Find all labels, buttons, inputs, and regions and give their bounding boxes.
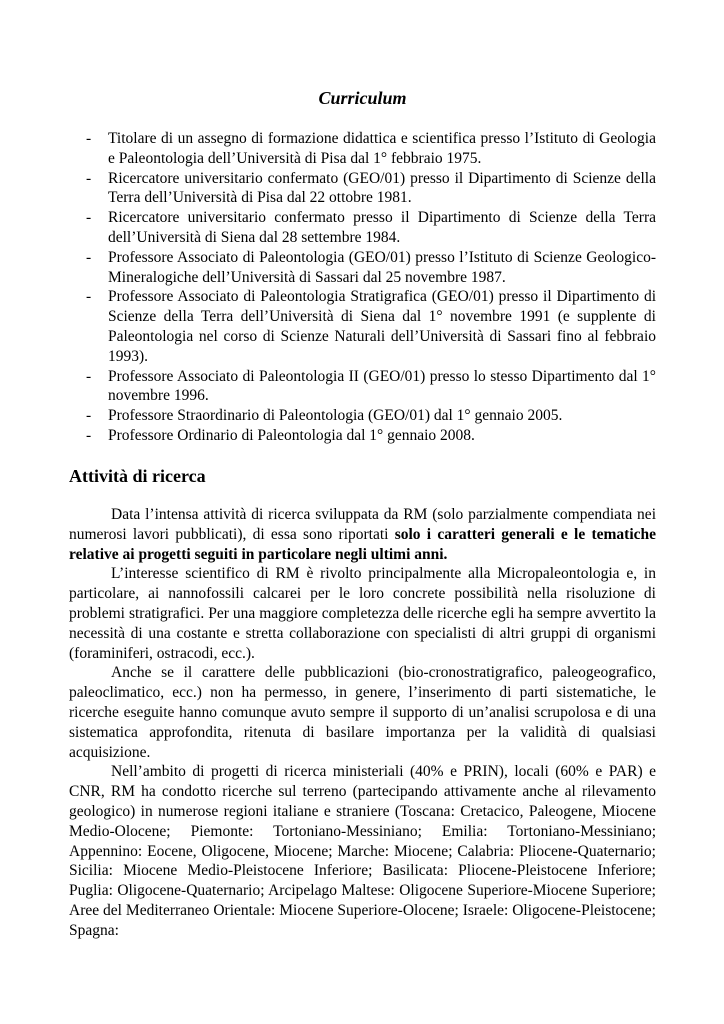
bullet-dash: - [86, 169, 92, 187]
bullet-dash: - [86, 407, 92, 425]
research-paragraph: Anche se il carattere delle pubblicazioni (bio-cronostratigrafico, paleogeografico, paleoclimatico, ecc.) non ha permesso, in genere, l’inserimento di parti sistematiche, le ricerche eseguite hanno comunque avuto sempre il supporto di un’analisi scrupolosa e di una sistematica approfondita, ritenuta di basilare importanza per la validità di qualsiasi acquisizione. [69, 664, 656, 761]
research-paragraph: Nell’ambito di progetti di ricerca ministeriali (40% e PRIN), locali (60% e PAR) e CNR, RM ha condotto ricerche sul terreno (partecipando attivamente anche al rilevamento geologico) in numerose regioni italiane e straniere (Toscana: Cretacico, Paleogene, Miocene Medio-Olocene; Piemonte: Tortoniano-Messiniano; Emilia: Tortoniano-Messiniano; Appennino: Eocene, Oligocene, Miocene; Marche: Miocene; Calabria: Pliocene-Quaternario; Sicilia: Miocene Medio-Pleistocene Inferiore; Basilicata: Pliocene-Pleistocene Inferiore; Puglia: Oligocene-Quaternario; Arcipelago Maltese: Oligocene Superiore-Miocene Superiore; Aree del Mediterraneo Orientale: Miocene Superiore-Olocene; Israele: Oligocene-Pleistocene; Spagna: [69, 763, 656, 939]
bullet-dash: - [86, 367, 92, 385]
career-item [69, 169, 656, 209]
career-item [69, 129, 656, 169]
career-list [69, 129, 656, 446]
career-item [69, 208, 656, 248]
career-item [69, 426, 656, 446]
research-paragraph [69, 505, 656, 564]
career-item [69, 287, 656, 366]
career-item-text: Professore Ordinario di Paleontologia dal 1° gennaio 2008. [108, 426, 475, 444]
career-item-text: Professore Associato di Paleontologia Stratigrafica (GEO/01) presso il Dipartimento di Scienze della Terra dell’Università di Siena dal 1° novembre 1991 (e supplente di Paleontologia nel corso di Scienze Naturali dell’Università di Sassari fino al febbraio 1993). [108, 288, 656, 365]
bullet-dash: - [86, 209, 92, 227]
career-item-text: Ricercatore universitario confermato presso il Dipartimento di Scienze della Terra dell’Università di Siena dal 28 settembre 1984. [108, 209, 656, 246]
page-title: Curriculum [318, 88, 407, 108]
emphasized-text: solo i caratteri generali e le tematiche relative ai progetti seguiti in particolare negli ultimi anni. [69, 525, 657, 563]
bullet-dash: - [86, 426, 92, 444]
career-item-text: Professore Associato di Paleontologia II (GEO/01) presso lo stesso Dipartimento dal 1° novembre 1996. [108, 367, 656, 405]
career-item-text: Professore Straordinario di Paleontologia (GEO/01) dal 1° gennaio 2005. [108, 407, 563, 425]
bullet-dash: - [86, 248, 92, 266]
paragraph-text: Data l’intensa attività di ricerca sviluppata da RM (solo parzialmente compendiata nei numerosi lavori pubblicati), di essa sono riportati [69, 506, 656, 543]
bullet-dash: - [86, 130, 92, 147]
research-body [69, 505, 656, 941]
career-item [69, 406, 656, 426]
bullet-dash: - [86, 288, 92, 306]
career-item-text: Professore Associato di Paleontologia (GEO/01) presso l’Istituto di Scienze Geologico-Mineralogiche dell’Università di Sassari dal 25 novembre 1987. [108, 248, 656, 286]
career-item [69, 367, 656, 407]
section-heading-research: Attività di ricerca [69, 466, 206, 486]
career-item-text: Titolare di un assegno di formazione didattica e scientifica presso l’Istituto di Geologia e Paleontologia dell’Università di Pisa dal 1° febbraio 1975. [108, 130, 656, 167]
career-item [69, 248, 656, 288]
career-item-text: Ricercatore universitario confermato (GEO/01) presso il Dipartimento di Scienze della Terra dell’Università di Pisa dal 22 ottobre 1981. [108, 169, 656, 207]
research-paragraph: L’interesse scientifico di RM è rivolto principalmente alla Micropaleontologia e, in particolare, ai nannofossili calcarei per le loro concrete possibilità nella risoluzione di problemi stratigrafici. Per una maggiore completezza delle ricerche egli ha sempre avvertito la necessità di una costante e stretta collaborazione con specialisti di altri gruppi di organismi (foraminiferi, ostracodi, ecc.). [69, 565, 656, 662]
